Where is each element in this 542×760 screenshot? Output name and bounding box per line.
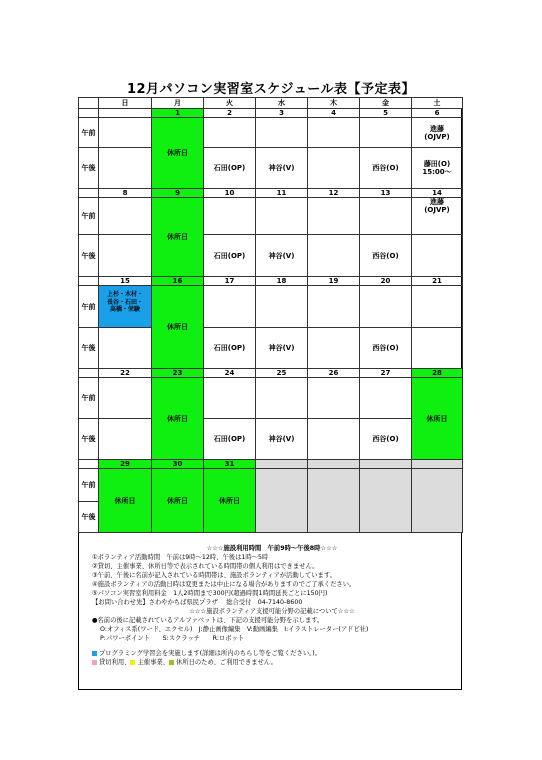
am-row-week1 — [79, 118, 463, 148]
volunteer-cell: 西谷(O) — [360, 235, 412, 277]
date-cell: 21 — [412, 277, 463, 286]
date-cell: 19 — [308, 277, 360, 286]
olive-square-icon — [169, 660, 174, 665]
support-codes-2: P:パワーポイント S:スクラッチ R:ロボット — [100, 635, 245, 642]
note-1: ①ボランティア活動時間 午前は9時～12時、午後は1時～5時 — [92, 554, 269, 561]
closed-cell: 休所日 — [152, 469, 204, 533]
note-3: ③午前、午後に名前が記入されている時間帯は、施設ボランティアが活動しています。 — [92, 572, 336, 579]
pm-label: 午後 — [79, 148, 99, 189]
weekday-sun: 日 — [99, 98, 152, 109]
notes-section — [92, 544, 452, 667]
date-cell: 4 — [308, 109, 360, 118]
volunteer-cell: 神谷(V) — [256, 235, 308, 277]
legend-unavailable: 貸切利用、 主催事業、 休所日のため、ご利用できません。 — [92, 658, 452, 667]
am-label: 午前 — [79, 118, 99, 148]
date-cell: 18 — [256, 277, 308, 286]
volunteer-cell: 神谷(V) — [256, 419, 308, 460]
date-cell: 8 — [99, 189, 152, 198]
page-title: 12月パソコン実習室スケジュール表【予定表】 — [126, 82, 416, 97]
am-label: 午前 — [79, 378, 99, 419]
date-cell: 27 — [360, 369, 412, 378]
blue-square-icon — [92, 651, 97, 656]
am-label: 午前 — [79, 198, 99, 235]
weekday-header-row — [79, 98, 463, 109]
pink-square-icon — [92, 660, 97, 665]
date-cell: 24 — [204, 369, 256, 378]
date-row-week3 — [79, 277, 463, 286]
closed-cell: 休所日 — [152, 118, 204, 189]
volunteer-cell: 石田(OP) — [204, 235, 256, 277]
date-cell: 10 — [204, 189, 256, 198]
date-cell: 20 — [360, 277, 412, 286]
date-cell: 6 — [412, 109, 463, 118]
closed-cell: 休所日 — [412, 378, 463, 460]
closed-cell: 休所日 — [152, 198, 204, 277]
volunteer-cell: 藤田(O) 15:00～ — [412, 148, 463, 189]
volunteer-cell: 西谷(O) — [360, 148, 412, 189]
unavailable-cell — [256, 469, 308, 533]
date-cell: 26 — [308, 369, 360, 378]
am-label: 午前 — [79, 469, 99, 502]
date-cell: 2 — [204, 109, 256, 118]
volunteer-cell: 西谷(O) — [360, 419, 412, 460]
date-cell: 31 — [204, 460, 256, 469]
date-cell: 15 — [99, 277, 152, 286]
date-cell: 29 — [99, 460, 152, 469]
volunteer-cell: 進藤 (OJVP) — [412, 198, 463, 235]
date-cell: 11 — [256, 189, 308, 198]
date-row-week2 — [79, 189, 463, 198]
pm-row-week4 — [79, 419, 463, 460]
unavailable-cell — [308, 469, 360, 533]
closed-cell: 休所日 — [99, 469, 152, 533]
weekday-thu: 木 — [308, 98, 360, 109]
volunteer-cell: 石田(OP) — [204, 328, 256, 369]
unavailable-cell — [360, 469, 412, 533]
date-row-week1 — [79, 109, 463, 118]
schedule-table — [78, 97, 463, 533]
date-row-week5 — [79, 460, 463, 469]
support-codes-1: O:オフィス系(ワード、エクセル) J:静止画像編集 V:動画編集 I:イラストレーター(アドビ社) — [100, 626, 369, 633]
am-row-week3 — [79, 286, 463, 328]
yellow-square-icon — [130, 660, 135, 665]
volunteer-cell: 西谷(O) — [360, 328, 412, 369]
date-cell: 5 — [360, 109, 412, 118]
date-cell: 14 — [412, 189, 463, 198]
legend-programming: プログラミング学習会を実施します(詳細は所内のちらし等をご覧ください。)。 — [92, 649, 452, 658]
volunteer-cell: 進藤 (OJVP) — [412, 118, 463, 148]
weekday-fri: 金 — [360, 98, 412, 109]
contact-info: 【お問い合わせ先】さわやかちば県民プラザ 総合受付 04-7140-8600 — [92, 599, 303, 606]
date-row-week4 — [79, 369, 463, 378]
pm-row-week1 — [79, 148, 463, 189]
weekday-tue: 火 — [204, 98, 256, 109]
date-cell: 23 — [152, 369, 204, 378]
unavailable-cell — [412, 469, 463, 533]
date-cell: 16 — [152, 277, 204, 286]
pm-row-week3 — [79, 328, 463, 369]
closed-cell: 休所日 — [152, 286, 204, 369]
date-cell: 13 — [360, 189, 412, 198]
date-cell: 1 — [152, 109, 204, 118]
note-4: ④施設ボランティアの活動日時は変更または中止になる場合がありますのでご了承ください。 — [92, 581, 356, 588]
am-row-week5 — [79, 469, 463, 502]
volunteer-cell: 石田(OP) — [204, 148, 256, 189]
date-cell: 17 — [204, 277, 256, 286]
date-cell: 28 — [412, 369, 463, 378]
closed-cell: 休所日 — [204, 469, 256, 533]
am-row-week2 — [79, 198, 463, 235]
volunteer-cell: 神谷(V) — [256, 148, 308, 189]
support-bullet: ●名前の後に記載されているアルファベットは、下記の支援可能分野を示します。 — [92, 617, 324, 624]
date-cell: 22 — [99, 369, 152, 378]
date-cell: 3 — [256, 109, 308, 118]
am-label: 午前 — [79, 286, 99, 328]
note-2: ②貸切、主催事業、休所日等で表示されている時間帯の個人利用はできません。 — [92, 563, 319, 570]
am-row-week4 — [79, 378, 463, 419]
weekday-sat: 土 — [412, 98, 463, 109]
date-cell: 9 — [152, 189, 204, 198]
volunteer-cell: 神谷(V) — [256, 328, 308, 369]
date-cell: 12 — [308, 189, 360, 198]
programming-session-cell: 上杉・木村・ 長谷・石田・ 高橋・栄駿 — [99, 286, 152, 328]
hours-heading: ☆☆☆施設利用時間 午前9時～午後8時☆☆☆ — [206, 545, 338, 552]
pm-label: 午後 — [79, 502, 99, 533]
date-cell: 30 — [152, 460, 204, 469]
note-5: ⑤パソコン実習室利用料金 1人2時間まで300円(超過時間1時間延長ごとに150円) — [92, 590, 328, 597]
volunteer-cell: 石田(OP) — [204, 419, 256, 460]
closed-cell: 休所日 — [152, 378, 204, 460]
support-heading: ☆☆☆施設ボランティア支援可能分野の記載について☆☆☆ — [189, 608, 355, 615]
pm-label: 午後 — [79, 328, 99, 369]
date-cell: 25 — [256, 369, 308, 378]
pm-row-week2 — [79, 235, 463, 277]
pm-label: 午後 — [79, 419, 99, 460]
weekday-wed: 水 — [256, 98, 308, 109]
pm-label: 午後 — [79, 235, 99, 277]
weekday-mon: 月 — [152, 98, 204, 109]
